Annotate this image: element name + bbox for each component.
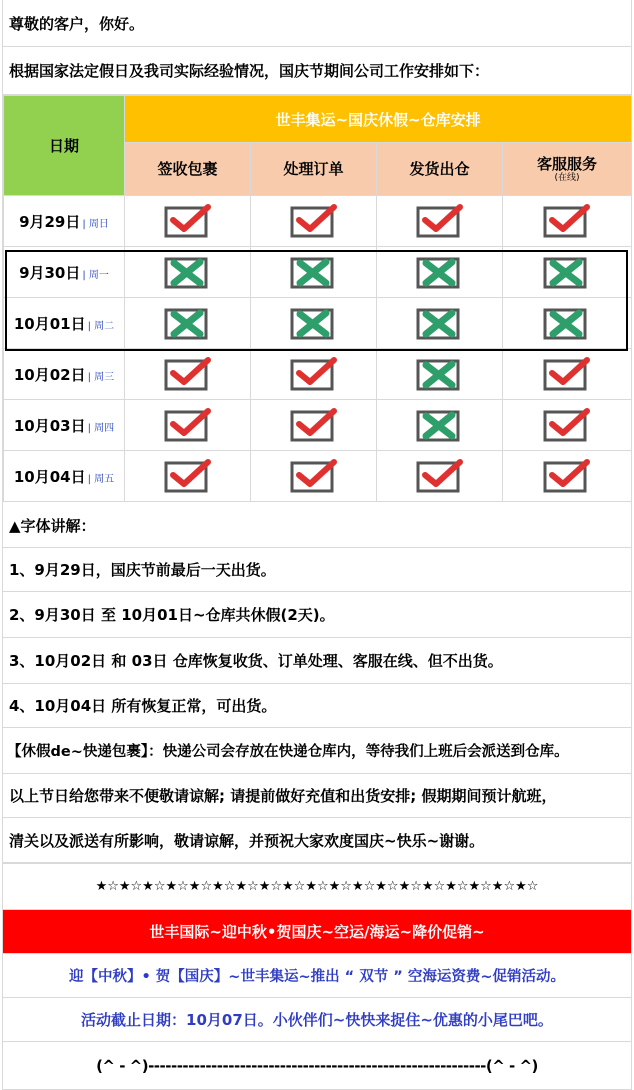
status-cell-closed [125, 298, 251, 349]
note-text: 【休假de~快递包裹】：快递公司会存放在快递仓库内，等待我们上班后会派送到仓库。 [7, 744, 569, 760]
promo-line-1-text: 迎【中秋】• 贺【国庆】~世丰集运~推出 “ 双节 ” 空海运资费~促销活动。 [68, 969, 565, 985]
note-line-4 [3, 684, 631, 728]
status-cell-closed [503, 298, 632, 349]
note-text: 以上节日给您带来不便敬请谅解; 请提前做好充值和出货安排; 假期期间预计航班， [9, 787, 557, 805]
red-check-icon [163, 356, 213, 392]
note-text: 清关以及派送有所影响，敬请谅解，并预祝大家欢度国庆~快乐~谢谢。 [9, 831, 485, 850]
schedule-row [4, 298, 632, 349]
status-cell-open [125, 400, 251, 451]
notes-heading [3, 504, 631, 548]
date-cell [4, 298, 125, 349]
promo-line-2 [3, 998, 631, 1042]
status-cell-open [377, 196, 503, 247]
status-cell-open [503, 400, 632, 451]
status-cell-open [251, 196, 377, 247]
green-cross-icon [289, 305, 339, 341]
green-cross-icon [415, 254, 465, 290]
schedule-row [4, 349, 632, 400]
intro-text: 根据国家法定假日及我司实际经验情况，国庆节期间公司工作安排如下： [9, 62, 490, 80]
red-check-icon [542, 458, 592, 494]
note-text: 1、9月29日，国庆节前最后一天出货。 [9, 561, 276, 579]
date-label: 10月03日 [13, 416, 86, 435]
green-cross-icon [542, 305, 592, 341]
note-line-2 [3, 592, 631, 638]
weekday-label: | 周五 [87, 473, 115, 485]
red-check-icon [163, 407, 213, 443]
date-cell [4, 247, 125, 298]
note-text: 4、10月04日 所有恢复正常，可出货。 [9, 697, 277, 715]
red-check-icon [289, 458, 339, 494]
status-cell-open [251, 451, 377, 502]
status-cell-closed [377, 349, 503, 400]
note-line-6 [3, 774, 631, 818]
red-check-icon [163, 203, 213, 239]
schedule-rows [4, 196, 632, 502]
status-cell-open [377, 451, 503, 502]
green-cross-icon [415, 407, 465, 443]
status-cell-closed [377, 298, 503, 349]
weekday-label: | 周日 [82, 218, 109, 230]
weekday-label: | 周二 [87, 320, 115, 332]
status-cell-open [251, 349, 377, 400]
red-check-icon [289, 356, 339, 392]
date-cell [4, 196, 125, 247]
red-check-icon [163, 458, 213, 494]
promo-line-2-text: 活动截止日期：10月07日。小伙伴们~快快来捉住~优惠的小尾巴吧。 [81, 1011, 553, 1029]
promo-banner [3, 910, 631, 954]
date-header-label: 日期 [48, 137, 79, 155]
schedule-row [4, 451, 632, 502]
column-header-label: 客服服务 [537, 154, 598, 173]
date-label: 10月02日 [13, 365, 86, 384]
status-cell-closed [503, 247, 632, 298]
column-header-service [503, 143, 632, 196]
schedule-table [3, 95, 632, 502]
status-cell-open [251, 400, 377, 451]
schedule-row [4, 196, 632, 247]
column-header-orders [251, 143, 377, 196]
date-cell [4, 400, 125, 451]
red-check-icon [415, 203, 465, 239]
green-cross-icon [163, 254, 213, 290]
column-header-receive [125, 143, 251, 196]
status-cell-open [125, 196, 251, 247]
red-check-icon [415, 458, 465, 494]
red-check-icon [289, 407, 339, 443]
red-check-icon [542, 407, 592, 443]
green-cross-icon [163, 305, 213, 341]
column-header-label: 签收包裹 [157, 160, 218, 178]
footer-line [3, 1042, 631, 1090]
promo-banner-text: 世丰国际~迎中秋•贺国庆~空运/海运~降价促销~ [149, 923, 485, 941]
star-divider [3, 864, 631, 910]
status-cell-open [125, 349, 251, 400]
green-cross-icon [415, 356, 465, 392]
status-cell-open [503, 196, 632, 247]
red-check-icon [542, 203, 592, 239]
schedule-title-text: 世丰集运~国庆休假~仓库安排 [275, 110, 481, 129]
status-cell-closed [125, 247, 251, 298]
schedule-row [4, 247, 632, 298]
status-cell-open [503, 451, 632, 502]
intro-line [3, 47, 631, 95]
note-line-5 [3, 728, 631, 774]
red-check-icon [542, 356, 592, 392]
column-header-label: 处理订单 [283, 160, 344, 178]
date-cell [4, 349, 125, 400]
date-label: 9月30日 [19, 263, 81, 282]
note-line-3 [3, 638, 631, 684]
weekday-label: | 周四 [87, 422, 115, 434]
date-cell [4, 451, 125, 502]
note-text: 2、9月30日 至 10月01日~仓库共休假(2天)。 [9, 606, 335, 624]
column-header-sublabel: (在线) [554, 172, 580, 183]
weekday-label: | 周三 [87, 371, 115, 383]
schedule-title [125, 96, 632, 143]
status-cell-closed [251, 298, 377, 349]
status-cell-open [503, 349, 632, 400]
status-cell-closed [251, 247, 377, 298]
notes-heading-text: ▲字体讲解： [9, 517, 96, 535]
green-cross-icon [415, 305, 465, 341]
date-label: 9月29日 [19, 212, 81, 231]
promo-line-1 [3, 954, 631, 998]
green-cross-icon [542, 254, 592, 290]
note-line-1 [3, 548, 631, 592]
note-line-7 [3, 818, 631, 864]
status-cell-open [125, 451, 251, 502]
column-header-shipping [377, 143, 503, 196]
date-label: 10月04日 [13, 467, 86, 486]
status-cell-closed [377, 400, 503, 451]
status-cell-closed [377, 247, 503, 298]
date-label: 10月01日 [13, 314, 86, 333]
star-divider-text: ★☆★☆★☆★☆★☆★☆★☆★☆★☆★☆★☆★☆★☆★☆★☆★☆★☆★☆★☆ [95, 879, 539, 894]
column-header-label: 发货出仓 [409, 160, 470, 178]
greeting-line [3, 0, 631, 47]
red-check-icon [289, 203, 339, 239]
note-text: 3、10月02日 和 03日 仓库恢复收货、订单处理、客服在线、但不出货。 [9, 652, 503, 670]
date-header [4, 96, 125, 196]
greeting-text: 尊敬的客户，你好。 [9, 14, 145, 33]
weekday-label: | 周一 [82, 269, 109, 281]
schedule-row [4, 400, 632, 451]
footer-text: (^ - ^)-----------------------------------------------------------(^ - ^) [96, 1056, 538, 1075]
green-cross-icon [289, 254, 339, 290]
